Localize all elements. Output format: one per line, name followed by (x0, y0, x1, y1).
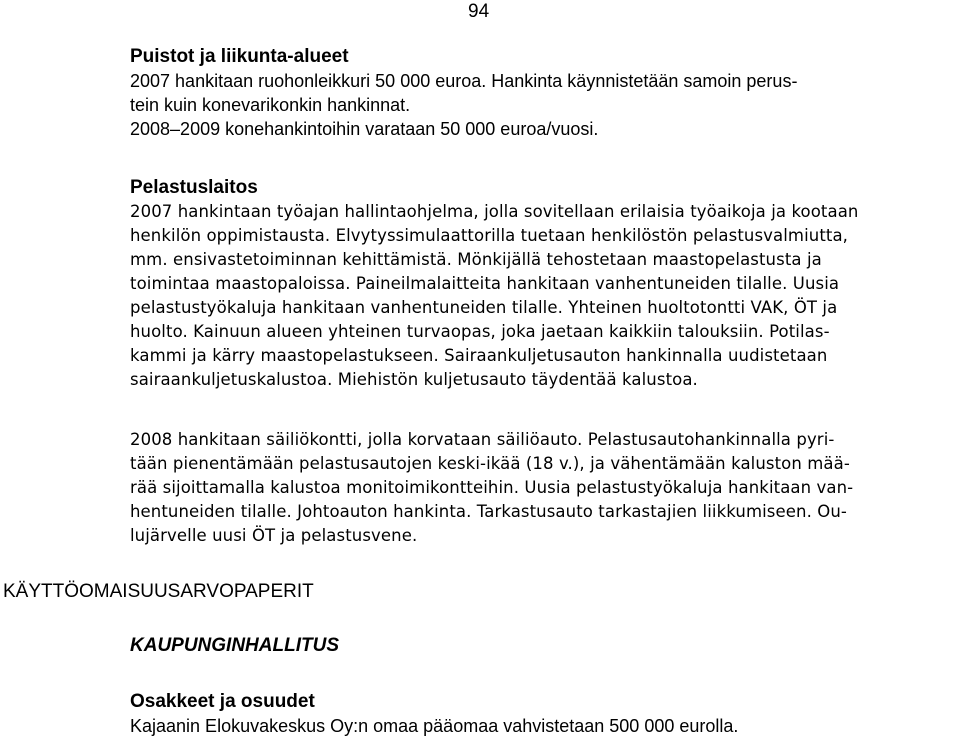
section-body-pelastuslaitos-2008 (130, 428, 950, 548)
text-line: 2007 hankitaan ruohonleikkuri 50 000 euroa. Hankinta käynnistetään samoin perus- (130, 71, 798, 91)
text-line: toimintaa maastopaloissa. Paineilmalaitteita hankitaan vanhentuneiden tilalle. Uusia (130, 274, 840, 293)
section-pelastuslaitos-2008 (130, 428, 950, 548)
sub-heading: KAUPUNGINHALLITUS (130, 635, 339, 656)
text-line: henkilön oppimistausta. Elvytyssimulaattorilla tuetaan henkilöstön pelastusvalmiutta, (130, 226, 849, 245)
section-title-pelastuslaitos: Pelastuslaitos (130, 177, 258, 198)
text-line: hentuneiden tilalle. Johtoauton hankinta. Tarkastusauto tarkastajien liikkumiseen. Ou- (130, 502, 847, 521)
section-osakkeet (130, 690, 950, 738)
text-line: tään pienentämään pelastusautojen keski-ikää (18 v.), ja vähentämään kaluston mää- (130, 454, 850, 473)
text-line: sairaankuljetuskalustoa. Miehistön kuljetusauto täydentää kalustoa. (130, 370, 698, 389)
main-heading: KÄYTTÖOMAISUUSARVOPAPERIT (3, 581, 314, 602)
section-title-osakkeet: Osakkeet ja osuudet (130, 691, 315, 712)
text-line: rää sijoittamalla kalustoa monitoimikontteihin. Uusia pelastustyökaluja hankitaan van- (130, 478, 854, 497)
text-line: huolto. Kainuun alueen yhteinen turvaopas, joka jaetaan kaikkiin talouksiin. Potilas- (130, 322, 830, 341)
section-body-puistot (130, 69, 950, 141)
text-line: Kajaanin Elokuvakeskus Oy:n omaa pääomaa vahvistetaan 500 000 eurolla. (130, 716, 739, 736)
text-line: 2008–2009 konehankintoihin varataan 50 000 euroa/vuosi. (130, 119, 599, 139)
text-line: pelastustyökaluja hankitaan vanhentuneiden tilalle. Yhteinen huoltotontti VAK, ÖT ja (130, 298, 838, 317)
section-puistot (130, 45, 950, 141)
text-line: lujärvelle uusi ÖT ja pelastusvene. (130, 526, 418, 545)
text-line: 2007 hankintaan työajan hallintaohjelma, jolla sovitellaan erilaisia työaikoja ja kootaan (130, 202, 859, 221)
text-line: mm. ensivastetoiminnan kehittämistä. Mönkijällä tehostetaan maastopelastusta ja (130, 250, 822, 269)
text-line: 2008 hankitaan säiliökontti, jolla korvataan säiliöauto. Pelastusautohankinnalla pyri- (130, 430, 835, 449)
text-line: kammi ja kärry maastopelastukseen. Sairaankuljetusauton hankinnalla uudistetaan (130, 346, 828, 365)
section-body-pelastuslaitos (130, 200, 950, 392)
page-number: 94 (468, 1, 490, 22)
section-title-puistot: Puistot ja liikunta-alueet (130, 46, 349, 67)
section-body-osakkeet (130, 714, 950, 738)
text-line: tein kuin konevarikonkin hankinnat. (130, 95, 411, 115)
section-pelastuslaitos (130, 176, 950, 392)
